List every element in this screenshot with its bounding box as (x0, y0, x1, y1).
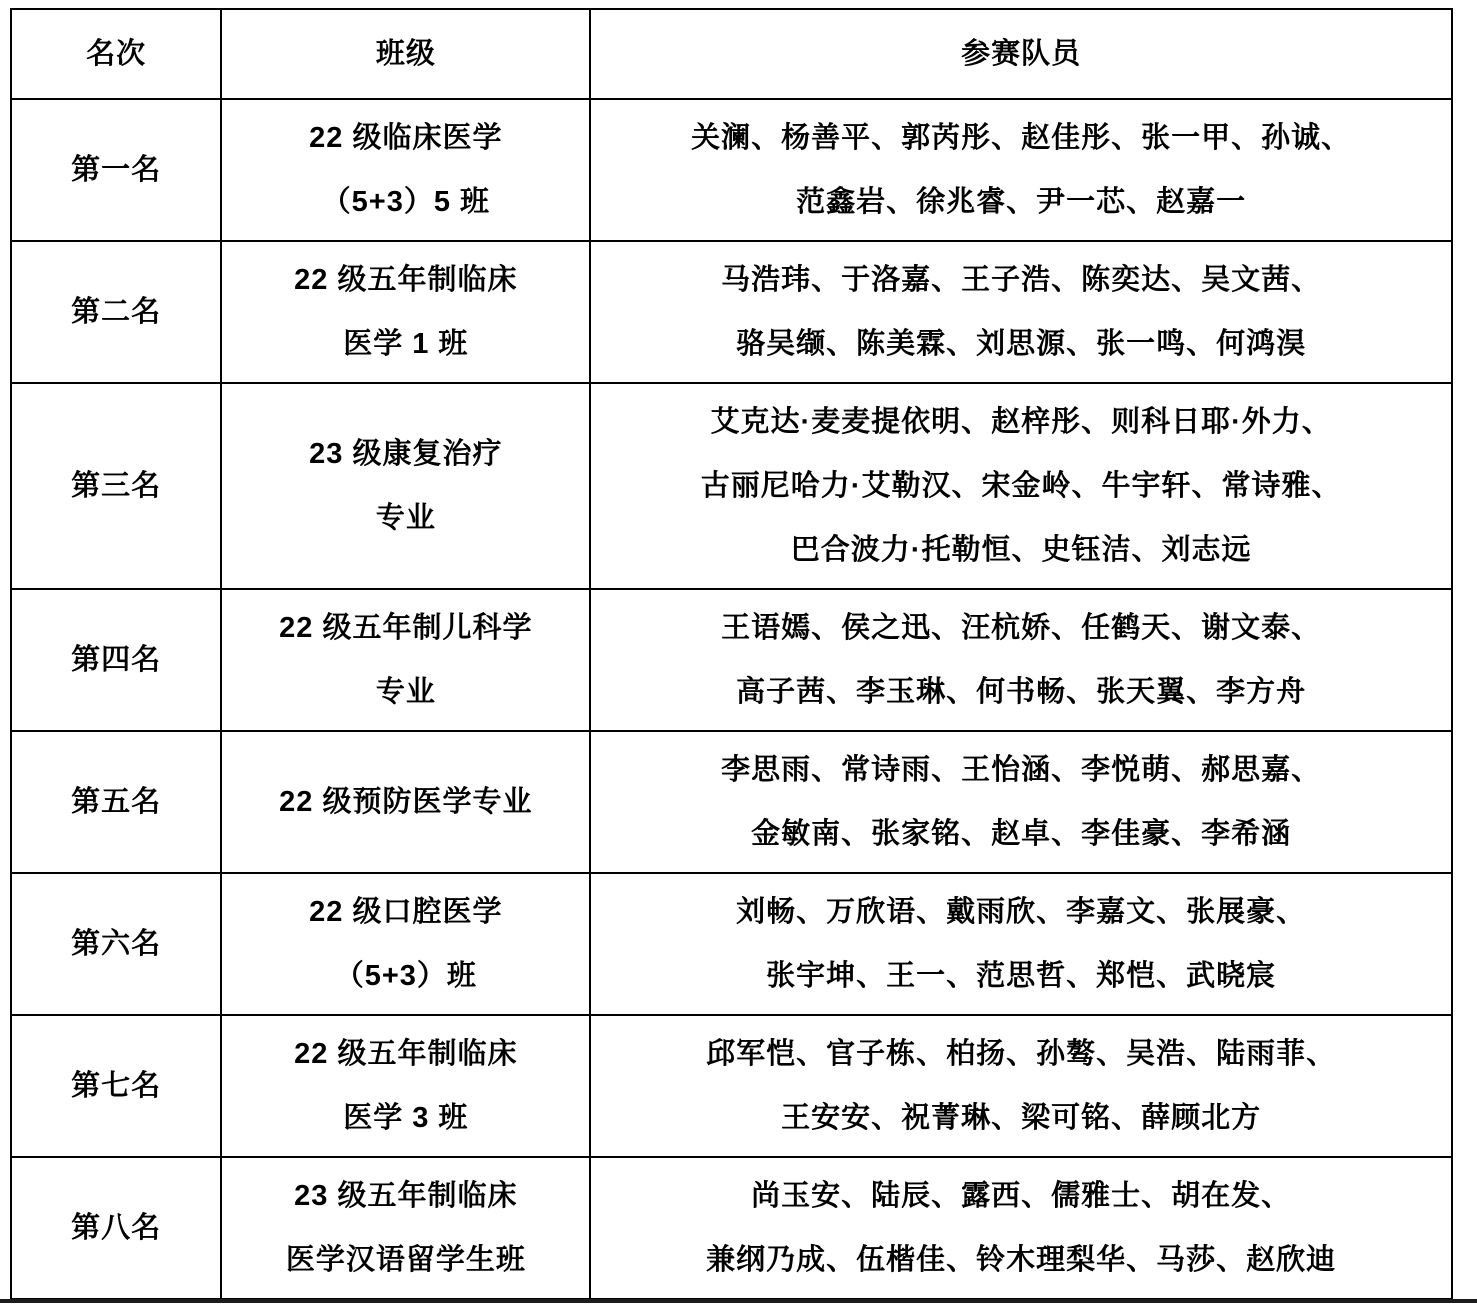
table-row (11, 99, 1452, 241)
members-text-line: 尚玉安、陆辰、露西、儒雅士、胡在发、 (751, 1180, 1292, 1212)
table-row (11, 1015, 1452, 1157)
class-text-line: （5+3）5 班 (321, 186, 491, 218)
class-cell (221, 99, 590, 241)
members-cell (590, 873, 1452, 1015)
class-cell (221, 383, 590, 589)
rank-text: 第七名 (71, 1070, 162, 1102)
members-text-line: 刘畅、万欣语、戴雨欣、李嘉文、张展豪、 (736, 896, 1307, 928)
class-text-line: 专业 (375, 676, 436, 708)
class-cell (221, 589, 590, 731)
class-cell (221, 241, 590, 383)
members-text-line: 王语嫣、侯之迅、汪杭娇、任鹤天、谢文泰、 (721, 612, 1322, 644)
members-text-line: 李思雨、常诗雨、王怡涵、李悦萌、郝思嘉、 (721, 754, 1322, 786)
class-text-line: 22 级五年制儿科学 (279, 612, 533, 644)
class-cell (221, 1015, 590, 1157)
rank-cell (11, 1157, 221, 1299)
results-table (10, 8, 1453, 1300)
class-text-line: 22 级口腔医学 (309, 896, 503, 928)
members-text-line: 兼纲乃成、伍楷佳、铃木理梨华、马莎、赵欣迪 (706, 1244, 1337, 1276)
members-text-line: 古丽尼哈力·艾勒汉、宋金岭、牛宇轩、常诗雅、 (700, 470, 1342, 502)
header-members-label: 参赛队员 (961, 38, 1082, 70)
rank-text: 第二名 (71, 296, 162, 328)
bottom-edge-line (0, 1299, 1477, 1303)
members-cell (590, 1157, 1452, 1299)
members-cell (590, 99, 1452, 241)
header-cell-members (590, 9, 1452, 99)
members-text-line: 巴合波力·托勒恒、史钰洁、刘志远 (790, 534, 1252, 566)
rank-text: 第五名 (71, 786, 162, 818)
table-row (11, 589, 1452, 731)
class-cell (221, 873, 590, 1015)
members-cell (590, 731, 1452, 873)
class-text-line: 医学 3 班 (343, 1102, 469, 1134)
table-row (11, 1157, 1452, 1299)
header-cell-class (221, 9, 590, 99)
header-cell-rank (11, 9, 221, 99)
members-cell (590, 383, 1452, 589)
table-row (11, 873, 1452, 1015)
members-text-line: 关澜、杨善平、郭芮彤、赵佳彤、张一甲、孙诚、 (691, 122, 1352, 154)
members-cell (590, 589, 1452, 731)
table-body (11, 99, 1452, 1299)
class-text-line: 专业 (375, 502, 436, 534)
header-rank-label: 名次 (86, 38, 147, 70)
rank-cell (11, 731, 221, 873)
members-text-line: 艾克达·麦麦提依明、赵梓彤、则科日耶·外力、 (710, 406, 1332, 438)
rank-text: 第四名 (71, 644, 162, 676)
header-row (11, 9, 1452, 99)
members-text-line: 张宇坤、王一、范思哲、郑恺、武晓宸 (766, 960, 1277, 992)
class-text-line: 医学汉语留学生班 (285, 1244, 526, 1276)
members-text-line: 马浩玮、于洛嘉、王子浩、陈奕达、吴文茜、 (721, 264, 1322, 296)
table-header (11, 9, 1452, 99)
class-text-line: 22 级五年制临床 (294, 1038, 518, 1070)
members-cell (590, 1015, 1452, 1157)
members-text-line: 范鑫岩、徐兆睿、尹一芯、赵嘉一 (796, 186, 1247, 218)
members-text-line: 金敏南、张家铭、赵卓、李佳豪、李希涵 (751, 818, 1292, 850)
class-text-line: 23 级五年制临床 (294, 1180, 518, 1212)
table-row (11, 241, 1452, 383)
class-text-line: 医学 1 班 (343, 328, 469, 360)
class-text-line: 22 级临床医学 (309, 122, 503, 154)
rank-text: 第一名 (71, 154, 162, 186)
rank-cell (11, 873, 221, 1015)
members-cell (590, 241, 1452, 383)
header-class-label: 班级 (375, 38, 436, 70)
class-text-line: 23 级康复治疗 (309, 438, 503, 470)
class-text-line: 22 级预防医学专业 (279, 786, 533, 818)
rank-cell (11, 99, 221, 241)
members-text-line: 高子茜、李玉琳、何书畅、张天翼、李方舟 (736, 676, 1307, 708)
table-row (11, 383, 1452, 589)
rank-cell (11, 383, 221, 589)
rank-cell (11, 1015, 221, 1157)
class-text-line: （5+3）班 (334, 960, 477, 992)
table-row (11, 731, 1452, 873)
members-text-line: 邱军恺、官子栋、柏扬、孙骜、吴浩、陆雨菲、 (706, 1038, 1337, 1070)
rank-text: 第八名 (71, 1212, 162, 1244)
class-cell (221, 731, 590, 873)
members-text-line: 王安安、祝菁琳、梁可铭、薛顾北方 (781, 1102, 1262, 1134)
class-text-line: 22 级五年制临床 (294, 264, 518, 296)
class-cell (221, 1157, 590, 1299)
rank-text: 第三名 (71, 470, 162, 502)
rank-cell (11, 589, 221, 731)
rank-cell (11, 241, 221, 383)
rank-text: 第六名 (71, 928, 162, 960)
members-text-line: 骆吴缬、陈美霖、刘思源、张一鸣、何鸿淏 (736, 328, 1307, 360)
